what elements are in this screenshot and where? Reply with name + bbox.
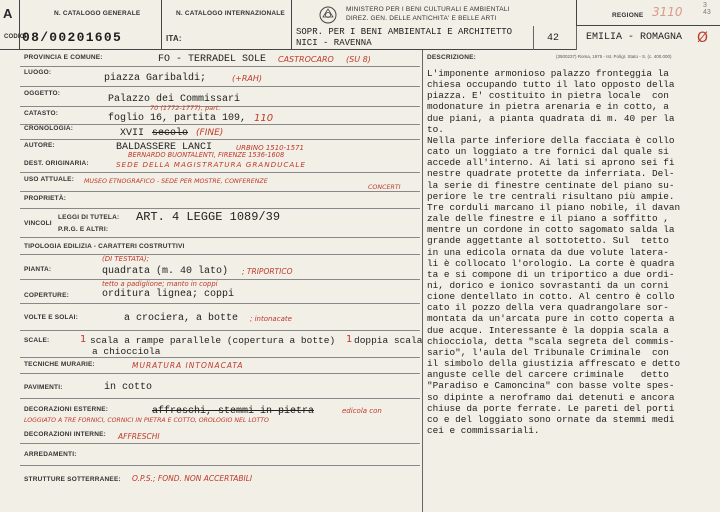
strutture-label: STRUTTURE SOTTERRANEE: [24, 476, 121, 483]
cat-internazionale-label: N. CATALOGO INTERNAZIONALE [176, 10, 285, 17]
row-divider [20, 330, 420, 331]
oggetto-value: Palazzo dei Commissari [108, 94, 241, 105]
cat-generale-label: N. CATALOGO GENERALE [54, 10, 141, 17]
row-divider [20, 139, 420, 140]
description-line: Tre corduli marcano il piano nobile, il davan [427, 201, 681, 213]
sopr-code: 42 [547, 33, 560, 44]
description-line: due piani, a pianta quadrata di m. 40 per la [427, 112, 675, 124]
print-note: (3500237) Roma, 1975 - Ist. Polígr. Stato - S. (c. 400.000) [556, 54, 672, 59]
volte-value: a crociera, a botte [124, 313, 239, 324]
pavimenti-label: PAVIMENTI: [24, 384, 63, 391]
arredamenti-label: ARREDAMENTI: [24, 451, 77, 458]
row-divider [20, 86, 420, 87]
ministry-line-2: DIREZ. GEN. DELLE ANTICHITA' E BELLE ARTI [346, 15, 497, 22]
description-line: modonature in pietra arenaria e in cotto, a [427, 101, 669, 113]
description-line: due acque. Interessante è la doppia scala a [427, 324, 669, 336]
cat-generale-value: 08/00201605 [22, 30, 123, 45]
ministry-line-1: MINISTERO PER I BENI CULTURALI E AMBIENTALI [346, 6, 510, 13]
catasto-hand-num: 110 [254, 113, 274, 124]
regione-handwritten: 3110 [652, 5, 683, 19]
provincia-label: PROVINCIA E COMUNE: [24, 54, 103, 61]
dest-hand: SEDE DELLA MAGISTRATURA GRANDUCALE [116, 160, 306, 169]
row-divider [20, 66, 420, 67]
dest-label: DEST. ORIGINARIA: [24, 160, 89, 167]
description-line: li è collocato l'orologio. La corte è quadra [427, 257, 675, 269]
tecniche-hand: MURATURA INTONACATA [132, 361, 244, 370]
row-divider [20, 357, 420, 358]
tecniche-label: TECNICHE MURARIE: [24, 361, 95, 368]
description-line: to. [427, 123, 444, 135]
luogo-hand: (+RAH) [232, 74, 262, 83]
description-line: cione dentellato in cotto. Al centro è collo [427, 291, 675, 303]
dec-est-hand: edicola con [342, 407, 382, 415]
provincia-hand: CASTROCARO [278, 55, 334, 64]
description-line: ta e si compone di un triportico a due ordi- [427, 268, 675, 280]
uso-hand: MUSEO ETNOGRAFICO - SEDE PER MOSTRE, CONFERENZE [84, 178, 268, 185]
sopr-line-2: NICI - RAVENNA [296, 38, 372, 48]
provincia-hand-2: (SU 8) [346, 55, 371, 64]
description-line: so dipinte a neroframo dai detenuti e ancora [427, 391, 675, 403]
scale-value-2: a chiocciola [92, 346, 161, 357]
oggetto-label: OGGETTO: [24, 90, 61, 97]
row-divider [20, 191, 420, 192]
autore-value: BALDASSERE LANCI [116, 142, 213, 153]
catasto-value: foglio 16, partita 109, [108, 113, 247, 124]
description-line: chiuse da porte ferrate. Le pareti del porti [427, 402, 675, 414]
catasto-label: CATASTO: [24, 110, 59, 117]
luogo-value: piazza Garibaldi; [104, 73, 207, 84]
autore-hand-2: BERNARDO BUONTALENTI, FIRENZE 1536-1608 [128, 151, 285, 159]
description-line: sario", l'aula del Tribunale Criminale con [427, 346, 669, 358]
codici-label: CODICI [4, 34, 27, 40]
regione-divider [576, 26, 577, 50]
regione-value: EMILIA - ROMAGNA [586, 32, 683, 43]
coperture-label: COPERTURE: [24, 292, 69, 299]
dec-int-label: DECORAZIONI INTERNE: [24, 431, 106, 438]
cronologia-hand: (FINE) [196, 128, 224, 138]
regione-mark: Ø [697, 30, 709, 46]
uso-hand-2: CONCERTI [368, 184, 401, 191]
prg-label: P.R.G. E ALTRI: [58, 226, 109, 233]
scale-hand-1b: 1 [346, 334, 353, 345]
description-line: cato un loggiato a tre fornici dal quale si [427, 146, 669, 158]
scale-hand-1: 1 [80, 334, 87, 345]
dec-est-value: affreschi, stemmi in pietra [152, 406, 315, 417]
description-line: cato il pozzo della vera quadrangolare sor- [427, 302, 669, 314]
corner-note: 3 43 [703, 2, 711, 16]
cronologia-value: XVII [120, 128, 145, 139]
row-divider [20, 208, 420, 209]
row-divider [20, 124, 420, 125]
leggi-value: ART. 4 LEGGE 1089/39 [136, 210, 281, 224]
row-divider [20, 303, 420, 304]
pianta-label: PIANTA: [24, 266, 52, 273]
dec-int-hand: AFFRESCHI [118, 432, 160, 441]
description-line: chiesa occupando tutto il lato opposto della [427, 79, 675, 91]
autore-hand: URBINO 1510-1571 [236, 144, 304, 152]
description-line: mentre un cordone in cotto sagomato salda la [427, 224, 675, 236]
luogo-label: LUOGO: [24, 69, 52, 76]
scale-label: SCALE: [24, 337, 50, 344]
description-line: chiocciola, detta "scala segreta del commis- [427, 335, 675, 347]
description-line: zale delle finestre e il piano a soffitto , [427, 213, 669, 225]
leggi-label: LEGGI DI TUTELA: [58, 214, 120, 221]
scale-value-3: doppia scala [354, 335, 423, 346]
pianta-hand: ; TRIPORTICO [242, 267, 293, 276]
pianta-value: quadrata (m. 40 lato) [102, 266, 229, 277]
row-divider [20, 254, 420, 255]
description-line: il simbolo della giustizia affrescato e detto [427, 358, 681, 370]
vincoli-label: VINCOLI [24, 220, 52, 227]
description-line: cei e commissariali. [427, 425, 540, 436]
pavimenti-value: in cotto [104, 382, 153, 393]
row-divider [20, 279, 420, 280]
regione-box [576, 0, 720, 26]
catasto-hand-top: 70 (1772-1777), part. [150, 104, 221, 112]
tipologia-label: TIPOLOGIA EDILIZIA - CARATTERI COSTRUTTIVI [24, 243, 185, 250]
description-line: anguste celle del carcere criminale detto [427, 369, 669, 381]
description-line: periore le tre centrali risultano più ampie. [427, 190, 675, 202]
sopr-divider [533, 26, 534, 50]
column-divider [422, 50, 423, 512]
strutture-hand: O.P.S.; FOND. NON ACCERTABILI [132, 474, 253, 483]
row-divider [20, 443, 420, 444]
provincia-value: FO - TERRADEL SOLE [158, 54, 267, 65]
description-line: ni, dorico e ionico sovrastanti da un corni [427, 279, 669, 291]
description-line: in una edicola ornata da due volute latera- [427, 246, 669, 258]
sopr-line-1: SOPR. PER I BENI AMBIENTALI E ARCHITETTO [296, 27, 513, 37]
proprieta-label: PROPRIETÀ: [24, 195, 67, 202]
description-line: co e del loggiato sono ornate da stemmi medi [427, 413, 675, 425]
description-line: nestre quadrate protette da inferriata. Del- [427, 168, 675, 180]
description-text [427, 68, 680, 436]
description-line: L'imponente armonioso palazzo fronteggia la [427, 68, 669, 79]
volte-hand: ; intonacate [250, 315, 292, 323]
description-line: "Paradiso e Camoncina" con basse volte spes- [427, 380, 675, 392]
description-line: piazza. E' costituito in pietra locale con [427, 90, 669, 102]
cronologia-struck: secolo [152, 128, 189, 139]
section-letter: A [3, 6, 13, 21]
coperture-hand-top: tetto a padiglione; manto in coppi [102, 280, 218, 288]
dec-est-label: DECORAZIONI ESTERNE: [24, 406, 109, 413]
descrizione-label: DESCRIZIONE: [427, 54, 476, 61]
emblem-icon [318, 4, 338, 26]
dec-est-hand-2: LOGGIATO A TRE FORNICI, CORNICI IN PIETRA E COTTO, OROLOGIO NEL LOTTO [24, 417, 269, 424]
regione-label: REGIONE [612, 12, 644, 19]
description-line: montata da un'arcata pure in cotto coperta a [427, 313, 675, 325]
ita-label: ITA: [166, 34, 182, 43]
uso-label: USO ATTUALE: [24, 176, 75, 183]
description-line: la serie di finestre centinate del piano su- [427, 179, 675, 191]
pianta-hand-top: (DI TESTATA); [102, 255, 149, 263]
row-divider [20, 373, 420, 374]
autore-label: AUTORE: [24, 142, 55, 149]
coperture-value: orditura lignea; coppi [102, 289, 235, 300]
volte-label: VOLTE E SOLAI: [24, 314, 78, 321]
scale-value: scala a rampe parallele (copertura a botte) [90, 335, 336, 346]
description-line: accede all'interno. Ai lati si aprono sei fi [427, 157, 675, 169]
row-divider [20, 465, 420, 466]
description-line: Nella parte inferiore della facciata è collo [427, 134, 675, 146]
row-divider [20, 172, 420, 173]
row-divider [20, 237, 420, 238]
description-line: grande aggettante al sottotetto. Sul tetto [427, 235, 669, 247]
cronologia-label: CRONOLOGIA: [24, 125, 74, 132]
row-divider [20, 398, 420, 399]
